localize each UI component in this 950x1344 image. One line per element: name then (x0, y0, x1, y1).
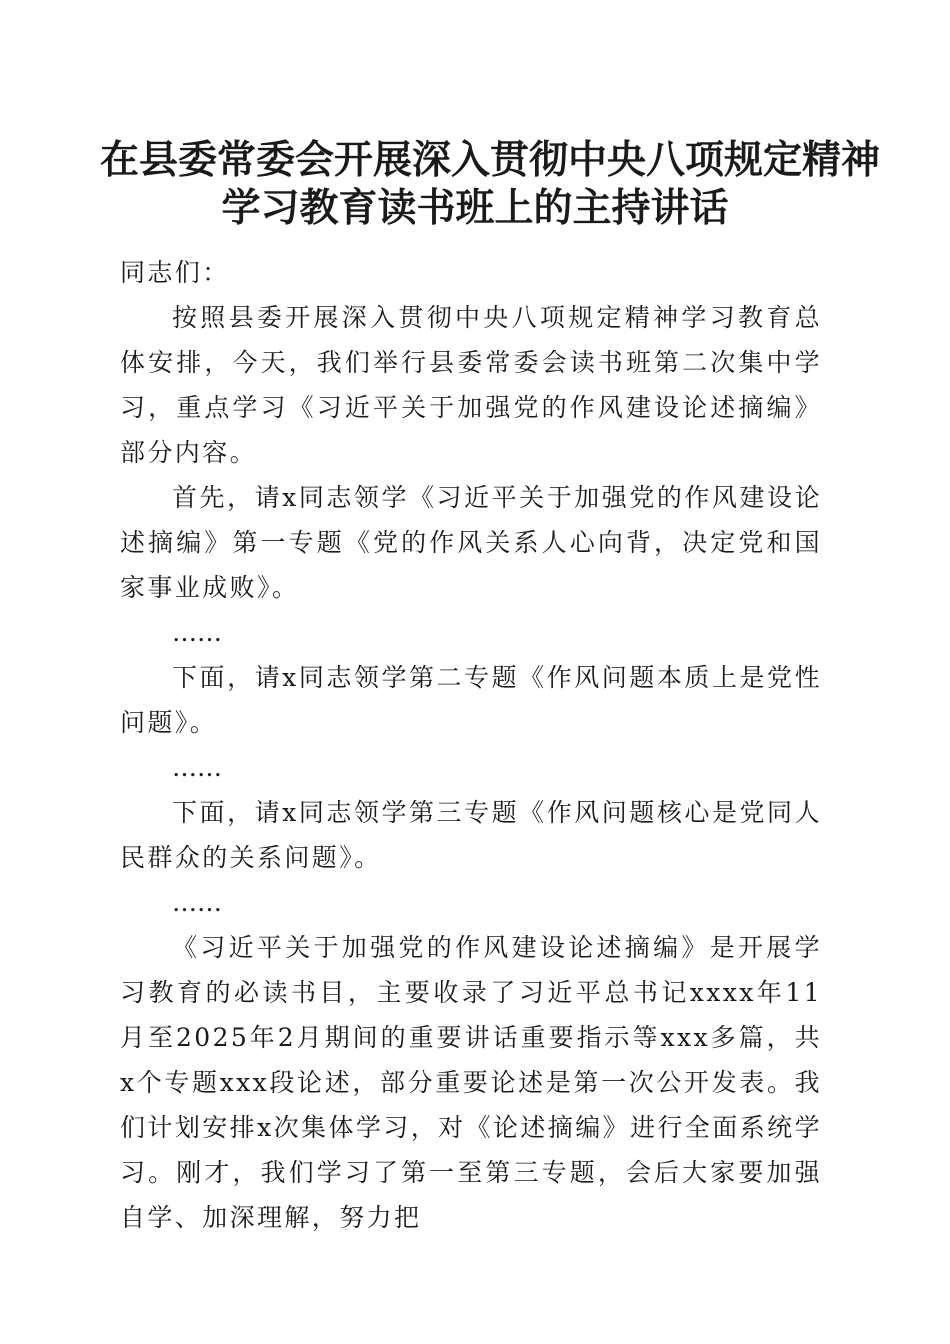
paragraph-topic-2: 下面，请x同志领学第二专题《作风问题本质上是党性问题》。 (120, 663, 822, 737)
salutation: 同志们： (120, 258, 230, 287)
document-title (100, 136, 881, 232)
title-line-1: 在县委常委会开展深入贯彻中央八项规定精神 (100, 137, 881, 183)
paragraph-summary: 《习近平关于加强党的作风建设论述摘编》是开展学习教育的必读书目，主要收录了习近平总书记xxxx年11月至2025年2月期间的重要讲话重要指示等xxx多篇，共x个专题xxx段论述，部分重要论述是第一次公开发表。我们计划安排x次集体学习，对《论述摘编》进行全面系统学习。刚才，我们学习了第一至第三专题，会后大家要加强自学、加深理解，努力把 (120, 933, 822, 1232)
paragraph-topic-1: 首先，请x同志领学《习近平关于加强党的作风建设论述摘编》第一专题《党的作风关系人心向背，决定党和国家事业成败》。 (120, 483, 822, 602)
title-line-2: 学习教育读书班上的主持讲话 (221, 185, 729, 231)
ellipsis-3: …… (172, 888, 222, 917)
ellipsis-1: …… (172, 618, 222, 647)
paragraph-topic-3: 下面，请x同志领学第三专题《作风问题核心是党同人民群众的关系问题》。 (120, 798, 822, 872)
document-body (120, 250, 822, 1240)
ellipsis-2: …… (172, 753, 222, 782)
paragraph-intro: 按照县委开展深入贯彻中央八项规定精神学习教育总体安排，今天，我们举行县委常委会读书班第二次集中学习，重点学习《习近平关于加强党的作风建设论述摘编》部分内容。 (120, 303, 822, 467)
